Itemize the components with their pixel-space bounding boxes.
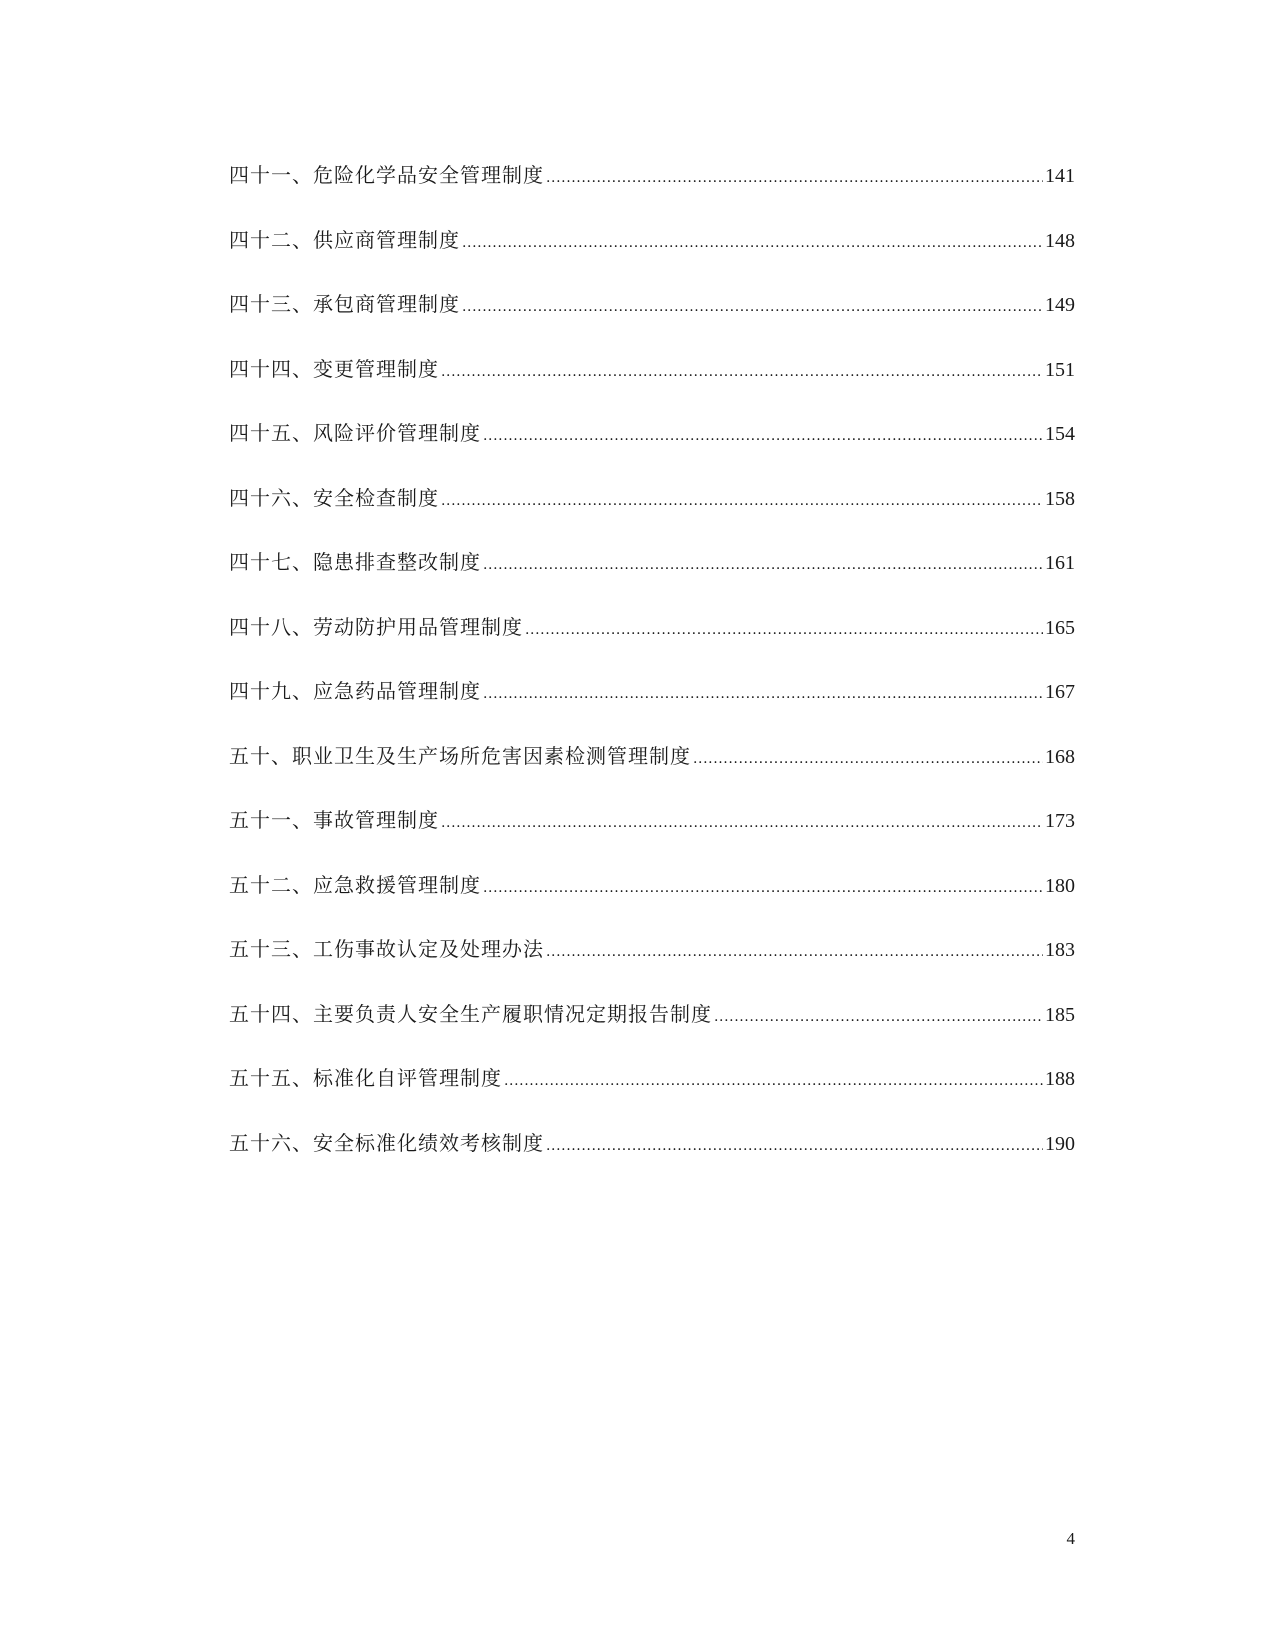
toc-leader-dots xyxy=(483,422,1043,450)
toc-entry-page: 148 xyxy=(1045,229,1075,252)
toc-entry-page: 167 xyxy=(1045,681,1075,703)
toc-entry[interactable] xyxy=(229,677,1075,742)
table-of-contents xyxy=(229,161,1075,1193)
toc-entry-title: 四十六、安全检查制度 xyxy=(229,485,439,510)
toc-leader-dots xyxy=(441,358,1043,386)
toc-entry-title: 四十四、变更管理制度 xyxy=(229,356,439,381)
toc-entry-page: 183 xyxy=(1045,939,1075,961)
toc-entry-page: 168 xyxy=(1045,745,1075,768)
toc-leader-dots xyxy=(546,164,1043,192)
toc-entry-title: 五十二、应急救援管理制度 xyxy=(229,872,481,897)
toc-entry[interactable] xyxy=(229,1129,1075,1194)
toc-entry-title: 四十八、劳动防护用品管理制度 xyxy=(229,614,523,639)
toc-entry-title: 五十五、标准化自评管理制度 xyxy=(229,1066,502,1090)
toc-leader-dots xyxy=(483,680,1043,708)
toc-entry-title: 五十三、工伤事故认定及处理办法 xyxy=(229,937,544,961)
toc-leader-dots xyxy=(546,1132,1043,1160)
toc-entry-page: 141 xyxy=(1045,165,1075,187)
toc-leader-dots xyxy=(714,1003,1043,1031)
toc-entry[interactable] xyxy=(229,290,1075,355)
toc-entry-page: 158 xyxy=(1045,487,1075,510)
toc-entry-title: 四十九、应急药品管理制度 xyxy=(229,679,481,703)
toc-leader-dots xyxy=(693,745,1043,773)
toc-entry-title: 五十一、事故管理制度 xyxy=(229,808,439,832)
toc-entry-title: 五十六、安全标准化绩效考核制度 xyxy=(229,1130,544,1155)
page-number: 4 xyxy=(1066,1529,1075,1548)
toc-entry[interactable] xyxy=(229,355,1075,420)
toc-entry-title: 五十四、主要负责人安全生产履职情况定期报告制度 xyxy=(229,1001,712,1026)
toc-entry-title: 五十、职业卫生及生产场所危害因素检测管理制度 xyxy=(229,743,691,768)
toc-entry-page: 154 xyxy=(1045,423,1075,445)
toc-leader-dots xyxy=(483,874,1043,902)
toc-entry-page: 173 xyxy=(1045,810,1075,832)
toc-entry[interactable] xyxy=(229,161,1075,226)
toc-entry-title: 四十五、风险评价管理制度 xyxy=(229,421,481,445)
toc-leader-dots xyxy=(504,1067,1043,1095)
toc-leader-dots xyxy=(441,809,1043,837)
toc-entry[interactable] xyxy=(229,742,1075,807)
toc-entry[interactable] xyxy=(229,871,1075,936)
toc-entry[interactable] xyxy=(229,613,1075,678)
toc-entry-page: 180 xyxy=(1045,874,1075,897)
toc-entry-title: 四十七、隐患排查整改制度 xyxy=(229,550,481,574)
toc-entry[interactable] xyxy=(229,1000,1075,1065)
toc-leader-dots xyxy=(441,487,1043,515)
toc-entry-page: 151 xyxy=(1045,358,1075,381)
toc-entry-title: 四十二、供应商管理制度 xyxy=(229,227,460,252)
toc-leader-dots xyxy=(462,293,1043,321)
toc-entry-page: 165 xyxy=(1045,616,1075,639)
toc-entry-title: 四十三、承包商管理制度 xyxy=(229,292,460,316)
toc-entry[interactable] xyxy=(229,1064,1075,1129)
toc-leader-dots xyxy=(483,551,1043,579)
toc-entry-page: 188 xyxy=(1045,1068,1075,1090)
toc-entry[interactable] xyxy=(229,806,1075,871)
toc-leader-dots xyxy=(525,616,1043,644)
toc-entry[interactable] xyxy=(229,419,1075,484)
toc-entry-title: 四十一、危险化学品安全管理制度 xyxy=(229,163,544,187)
toc-entry-page: 161 xyxy=(1045,552,1075,574)
toc-entry[interactable] xyxy=(229,484,1075,549)
toc-entry-page: 190 xyxy=(1045,1132,1075,1155)
toc-entry[interactable] xyxy=(229,548,1075,613)
toc-leader-dots xyxy=(462,229,1043,257)
toc-entry[interactable] xyxy=(229,935,1075,1000)
toc-entry-page: 149 xyxy=(1045,294,1075,316)
toc-entry-page: 185 xyxy=(1045,1003,1075,1026)
toc-leader-dots xyxy=(546,938,1043,966)
toc-entry[interactable] xyxy=(229,226,1075,291)
